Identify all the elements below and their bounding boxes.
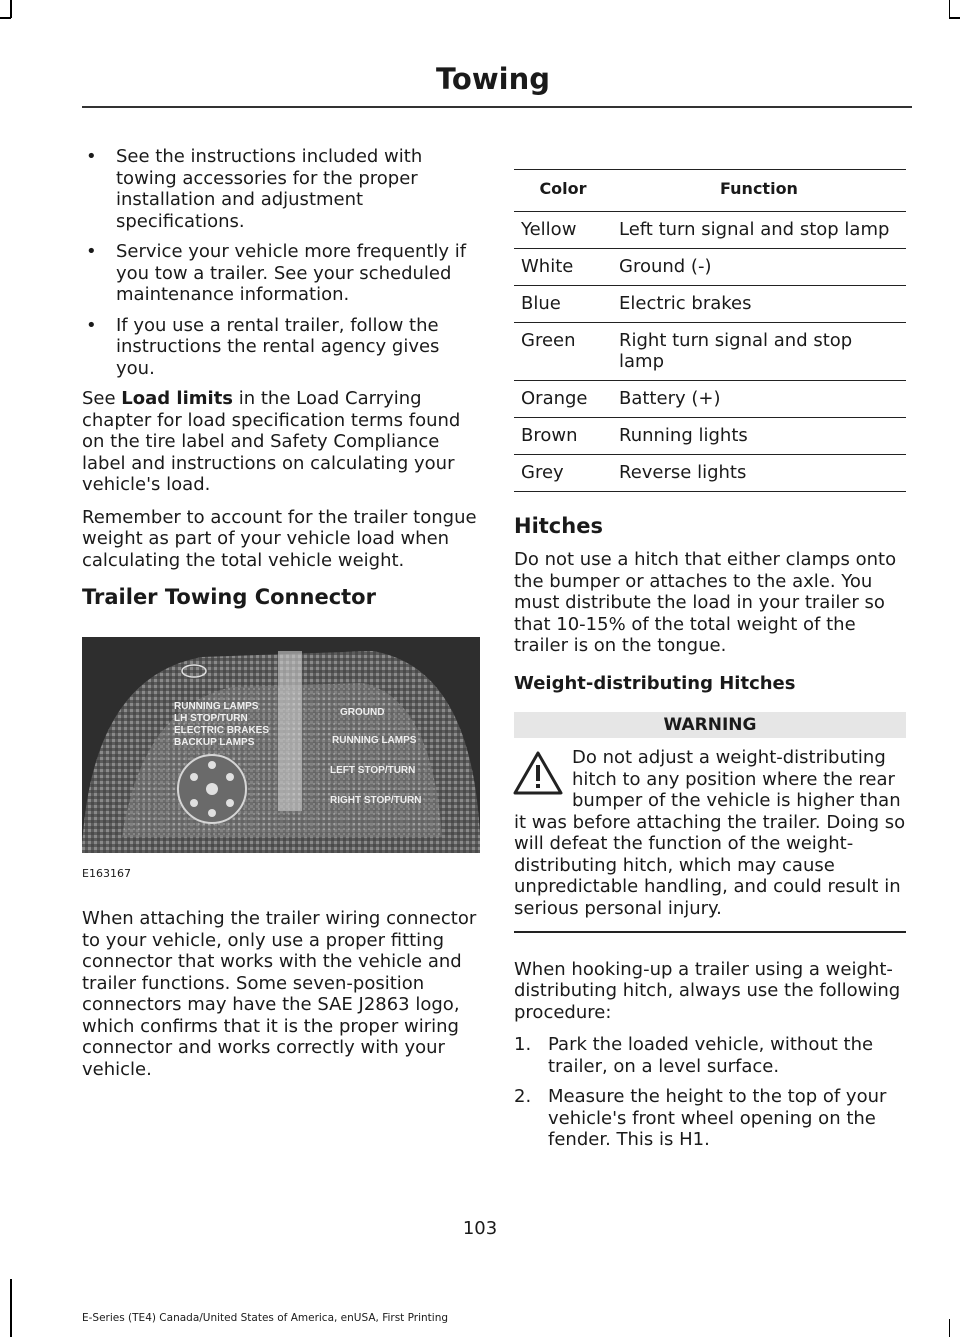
table-header-function: Function	[612, 170, 906, 212]
list-item: 2. Measure the height to the top of your vehicle's front wheel opening on the fender. This is H1.	[514, 1086, 887, 1150]
table-row: Yellow Left turn signal and stop lamp	[514, 211, 906, 248]
procedure-steps	[514, 1034, 906, 1151]
table-row: Green Right turn signal and stop lamp	[514, 322, 906, 380]
hitches-paragraph: Do not use a hitch that either clamps onto the bumper or attaches to the axle. You must distribute the load in your trailer so that 10-15% of the total weight of the trailer is on the tongue.	[514, 549, 897, 656]
connector-label: BACKUP LAMPS	[174, 736, 255, 748]
connector-heading: Trailer Towing Connector	[82, 585, 376, 609]
table-header-color: Color	[514, 170, 612, 212]
page-number: 103	[462, 1218, 498, 1239]
load-limits-link-text: Load limits	[121, 388, 234, 409]
warning-box	[514, 738, 906, 919]
list-item: • Service your vehicle more frequently if you tow a trailer. See your scheduled maintenance information.	[86, 241, 467, 305]
wd-hitches-heading: Weight-distributing Hitches	[514, 672, 796, 694]
list-item: • See the instructions included with towing accessories for the proper installation and adjustment specifications.	[86, 146, 423, 232]
connector-label: LH STOP/TURN	[174, 712, 248, 724]
connector-label: RIGHT STOP/TURN	[330, 794, 422, 806]
crop-mark	[0, 17, 11, 19]
warning-triangle-icon	[512, 749, 564, 797]
page-title: Towing	[436, 62, 550, 96]
crop-mark	[10, 1279, 12, 1337]
table-row: Grey Reverse lights	[514, 454, 906, 491]
connector-label: RUNNING LAMPS	[174, 700, 259, 712]
warning-text: Do not adjust a weight-distributing hitch to any position where the rear bumper of the vehicle is higher than it was before attaching the trailer. Doing so will defeat the function of the weight-distributing hitch, which may cause unpredictable handling, and could result in serious personal injury.	[514, 747, 906, 919]
list-item: • If you use a rental trailer, follow the instructions the rental agency gives you.	[86, 314, 440, 379]
warning-divider	[514, 931, 906, 933]
table-row: Orange Battery (+)	[514, 380, 906, 417]
crop-mark	[949, 1319, 951, 1337]
table-row: White Ground (-)	[514, 248, 906, 285]
connector-figure	[82, 637, 480, 853]
connector-paragraph: When attaching the trailer wiring connector to your vehicle, only use a proper fitting connector that works with the vehicle and trailer functions. Some seven-position connectors may have the SAE J2863 logo, which confirms that it is the proper wiring connector and works correctly with your vehicle.	[82, 908, 477, 1080]
connector-label: RUNNING LAMPS	[332, 734, 417, 746]
tongue-weight-paragraph: Remember to account for the trailer tongue weight as part of your vehicle load when calculating the total vehicle weight.	[82, 506, 477, 571]
procedure-paragraph: When hooking-up a trailer using a weight-distributing hitch, always use the following procedure:	[514, 958, 901, 1023]
crop-mark	[949, 17, 960, 19]
table-row: Blue Electric brakes	[514, 285, 906, 322]
figure-id: E163167	[82, 866, 131, 880]
hitches-heading: Hitches	[514, 513, 603, 538]
connector-label: GROUND	[340, 706, 385, 718]
table-row: Brown Running lights	[514, 417, 906, 454]
footer-text: E-Series (TE4) Canada/United States of America, enUSA, First Printing	[82, 1312, 449, 1324]
connector-label: LEFT STOP/TURN	[330, 764, 416, 776]
connector-illustration	[82, 637, 480, 853]
left-column	[82, 146, 478, 1091]
connector-label: ELECTRIC BRAKES	[174, 724, 270, 736]
crop-mark	[10, 0, 12, 18]
list-item: 1. Park the loaded vehicle, without the trailer, on a level surface.	[514, 1034, 874, 1077]
warning-banner: WARNING	[514, 712, 906, 738]
wiring-color-table	[514, 169, 906, 492]
right-column	[514, 146, 906, 1160]
crop-mark	[949, 0, 951, 18]
header-divider	[82, 106, 912, 108]
bullet-list	[82, 146, 478, 379]
table-header-row	[514, 170, 906, 212]
load-limits-paragraph: See Load limits in the Load Carrying chapter for load specification terms found on the tire label and Safety Compliance label and instructions on calculating your vehicle's load.	[82, 388, 461, 495]
